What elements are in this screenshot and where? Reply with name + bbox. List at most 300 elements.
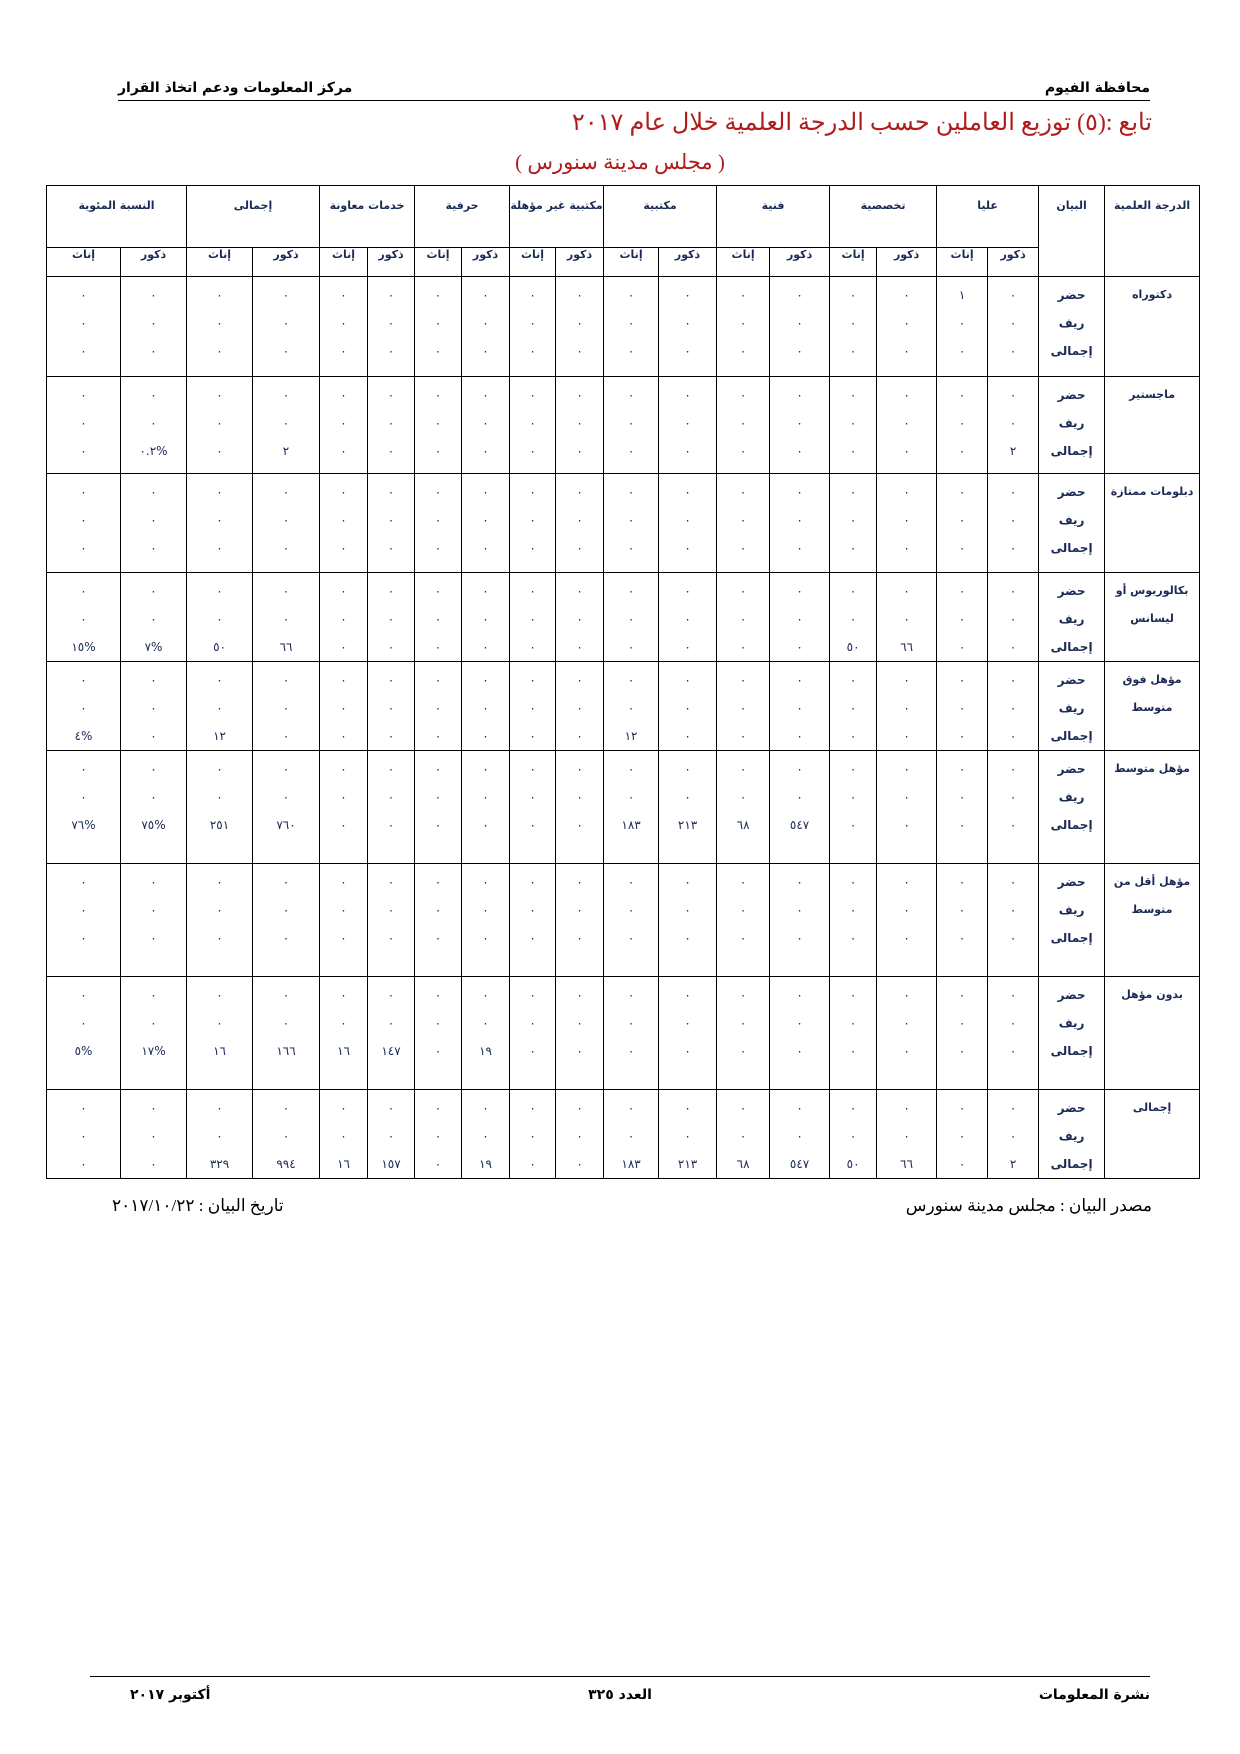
cell-value: ٠ xyxy=(684,729,691,743)
value-cell xyxy=(877,662,937,751)
cell-value: ٠ xyxy=(1009,729,1017,743)
statement-label: إجمالى xyxy=(1050,1157,1093,1171)
cell-value: ٠ xyxy=(1009,931,1017,945)
cell-value: ٠ xyxy=(282,1016,290,1030)
cell-value: ٠ xyxy=(434,790,442,804)
cell-value: ٠ xyxy=(849,485,857,499)
value-cell xyxy=(717,1090,770,1179)
cell-value: ٠ xyxy=(796,513,803,527)
cell-value: ٠ xyxy=(282,316,290,330)
value-cell xyxy=(253,377,320,474)
cell-value: ٠ xyxy=(903,1044,910,1058)
value-cell xyxy=(659,977,717,1090)
cell-value: ٠ xyxy=(684,513,691,527)
value-cell xyxy=(320,662,368,751)
value-cell xyxy=(253,277,320,377)
value-cell xyxy=(556,977,604,1090)
cell-value: ٠ xyxy=(576,444,583,458)
cell-value: ٠ xyxy=(216,903,223,917)
value-cell xyxy=(415,662,462,751)
value-cell xyxy=(877,573,937,662)
cell-value: ٠ xyxy=(150,1101,157,1115)
statement-cell xyxy=(1039,977,1105,1090)
cell-value: ٠ xyxy=(739,1044,747,1058)
cell-value: ٠ xyxy=(482,541,489,555)
cell-value: ٠ xyxy=(387,416,395,430)
cell-value: ١٨٣ xyxy=(621,1157,641,1171)
statement-label: إجمالى xyxy=(1050,640,1093,654)
value-cell xyxy=(717,474,770,573)
value-cell xyxy=(988,573,1039,662)
cell-value: ٠ xyxy=(434,541,442,555)
cell-value: ٠ xyxy=(849,1016,857,1030)
cell-value: ٠ xyxy=(434,903,442,917)
cell-value: ٠ xyxy=(903,612,910,626)
cell-value: ٠ xyxy=(529,485,536,499)
gender-female-header: إناث xyxy=(604,248,659,277)
cell-value: ٠ xyxy=(434,875,442,889)
cell-value: ٠ xyxy=(434,931,442,945)
cell-value: ٠ xyxy=(796,1016,803,1030)
employees-table xyxy=(46,185,1200,1179)
cell-value: ٠ xyxy=(1009,288,1017,302)
cell-value: ٠ xyxy=(796,388,803,402)
cell-value: ٠ xyxy=(1009,1129,1017,1143)
cell-value: ٠ xyxy=(529,790,536,804)
cell-value: ٠ xyxy=(282,673,290,687)
cell-value: ٠ xyxy=(739,1129,747,1143)
cell-value: ٠ xyxy=(150,513,157,527)
cell-value: ٠ xyxy=(387,931,395,945)
cell-value: ٠ xyxy=(340,388,347,402)
cell-value: ٠ xyxy=(529,388,536,402)
cell-value: ٠ xyxy=(849,584,857,598)
cell-value: ٠ xyxy=(340,584,347,598)
statement-cell xyxy=(1039,1090,1105,1179)
cell-value: ٠ xyxy=(150,790,157,804)
cell-value: ٠ xyxy=(903,729,910,743)
cell-value: ٠ xyxy=(529,903,536,917)
cell-value: ٠ xyxy=(80,903,87,917)
value-cell xyxy=(368,751,415,864)
cell-value: ٠ xyxy=(684,988,691,1002)
cell-value: ٠ xyxy=(796,485,803,499)
cell-value: ٠ xyxy=(434,1044,442,1058)
cell-value: ٠ xyxy=(958,416,966,430)
cell-value: ٠ xyxy=(739,416,747,430)
value-cell xyxy=(770,662,830,751)
cell-value: ٠ xyxy=(1009,818,1017,832)
cell-value: ٠ xyxy=(739,612,747,626)
cell-value: ٠ xyxy=(482,1129,489,1143)
cell-value: ٣٢٩ xyxy=(209,1157,230,1171)
value-cell xyxy=(47,573,121,662)
cell-value: ٠ xyxy=(739,388,747,402)
cell-value: ٠ xyxy=(627,640,635,654)
cell-value: ٠ xyxy=(340,444,347,458)
cell-value: ٠ xyxy=(684,485,691,499)
cell-value: ٠ xyxy=(529,584,536,598)
cell-value: ٠ xyxy=(739,513,747,527)
value-cell xyxy=(988,474,1039,573)
cell-value: ٠ xyxy=(150,541,157,555)
cell-value: ٠ xyxy=(482,931,489,945)
statement-label: إجمالى xyxy=(1050,344,1093,358)
value-cell xyxy=(556,474,604,573)
cell-value: ٠ xyxy=(684,1101,691,1115)
cell-value: ٢١٣ xyxy=(677,818,698,832)
cell-value: ٥٠ xyxy=(846,640,860,654)
cell-value: ١٦٦ xyxy=(276,1044,296,1058)
cell-value: ٠ xyxy=(529,1157,536,1171)
cell-value: ٠ xyxy=(80,416,87,430)
statement-label: حضر xyxy=(1057,875,1086,889)
cell-value: ٠ xyxy=(739,1016,747,1030)
table-row xyxy=(47,864,1200,977)
cell-value: ٠ xyxy=(80,701,87,715)
cell-value: ٠ xyxy=(282,388,290,402)
cell-value: ٠ xyxy=(627,790,635,804)
cell-value: ٠ xyxy=(80,444,87,458)
cell-value: ٠ xyxy=(434,485,442,499)
cell-value: ٠ xyxy=(387,673,395,687)
cell-value: ٠ xyxy=(627,875,635,889)
cell-value: ٠ xyxy=(849,416,857,430)
cell-value: ٠ xyxy=(849,701,857,715)
degree-label: ماجستير xyxy=(1105,377,1200,474)
cell-value: ٠ xyxy=(482,729,489,743)
gender-female-header: إناث xyxy=(717,248,770,277)
cell-value: ٠ xyxy=(529,288,536,302)
cell-value: ٠ xyxy=(1009,640,1017,654)
value-cell xyxy=(659,573,717,662)
cell-value: ٠ xyxy=(282,612,290,626)
cell-value: ٠ xyxy=(576,729,583,743)
governorate-name: محافظة الفيوم xyxy=(1044,80,1150,96)
cell-value: ٠ xyxy=(80,1157,87,1171)
value-cell xyxy=(510,1090,556,1179)
value-cell xyxy=(320,977,368,1090)
cell-value: ٠ xyxy=(387,388,395,402)
center-name: مركز المعلومات ودعم اتخاذ القرار xyxy=(118,80,353,96)
cell-value: ٠ xyxy=(150,612,157,626)
cell-value: ٠ xyxy=(849,1044,857,1058)
value-cell xyxy=(462,977,510,1090)
cell-value: ٠ xyxy=(958,903,966,917)
value-cell xyxy=(121,662,187,751)
statement-label: ريف xyxy=(1058,612,1085,626)
cell-value: ٠ xyxy=(482,818,489,832)
cell-value: ٠ xyxy=(150,485,157,499)
cell-value: ٠ xyxy=(627,673,635,687)
cell-value: ٠ xyxy=(1009,344,1017,358)
table-row xyxy=(47,377,1200,474)
cell-value: ٠ xyxy=(80,612,87,626)
cell-value: ٠ xyxy=(216,344,223,358)
cell-value: ٠ xyxy=(434,388,442,402)
group-header: مكتبية غير مؤهلة xyxy=(510,186,604,248)
cell-value: ٠ xyxy=(627,513,635,527)
cell-value: ٠ xyxy=(282,875,290,889)
cell-value: ٠ xyxy=(576,485,583,499)
cell-value: ٠ xyxy=(958,729,966,743)
value-cell xyxy=(717,277,770,377)
cell-value: ٠ xyxy=(739,584,747,598)
cell-value: ٠ xyxy=(903,541,910,555)
cell-value: ٠ xyxy=(1009,1016,1017,1030)
cell-value: ٠ xyxy=(903,416,910,430)
cell-value: ٠ xyxy=(796,701,803,715)
cell-value: ٠ xyxy=(282,729,290,743)
cell-value: ٠ xyxy=(796,612,803,626)
cell-value: ٠ xyxy=(849,541,857,555)
value-cell xyxy=(462,277,510,377)
cell-value: ٠ xyxy=(340,729,347,743)
cell-value: ٠ xyxy=(150,316,157,330)
cell-value: ٠ xyxy=(387,316,395,330)
cell-value: ٠ xyxy=(627,1101,635,1115)
value-cell xyxy=(121,377,187,474)
cell-value: ٠ xyxy=(529,1016,536,1030)
cell-value: ٠ xyxy=(684,344,691,358)
issue-number: العدد ٣٢٥ xyxy=(588,1687,652,1703)
cell-value: ٠ xyxy=(849,388,857,402)
cell-value: ٠ xyxy=(482,762,489,776)
cell-value: ٠ xyxy=(482,344,489,358)
cell-value: ٠ xyxy=(434,288,442,302)
value-cell xyxy=(187,751,253,864)
cell-value: ٠ xyxy=(482,485,489,499)
cell-value: ٠ xyxy=(80,790,87,804)
cell-value: ٠ xyxy=(627,612,635,626)
cell-value: ٠ xyxy=(903,1129,910,1143)
value-cell xyxy=(187,977,253,1090)
cell-value: ٠ xyxy=(796,416,803,430)
data-source: مصدر البيان : مجلس مدينة سنورس xyxy=(905,1196,1152,1215)
value-cell xyxy=(937,573,988,662)
cell-value: ٠ xyxy=(1009,584,1017,598)
cell-value: ٠ xyxy=(739,875,747,889)
cell-value: ٠ xyxy=(903,931,910,945)
statement-label: حضر xyxy=(1057,988,1086,1002)
statement-cell xyxy=(1039,573,1105,662)
cell-value: ٠ xyxy=(739,673,747,687)
cell-value: ٠ xyxy=(340,416,347,430)
cell-value: ٠ xyxy=(387,903,395,917)
cell-value: ٠ xyxy=(150,762,157,776)
cell-value: ٥٤٧ xyxy=(789,818,810,832)
value-cell xyxy=(320,474,368,573)
cell-value: ٠ xyxy=(529,1129,536,1143)
value-cell xyxy=(320,751,368,864)
cell-value: ٠ xyxy=(150,875,157,889)
value-cell xyxy=(510,977,556,1090)
cell-value: ٠ xyxy=(576,988,583,1002)
value-cell xyxy=(368,377,415,474)
value-cell xyxy=(368,1090,415,1179)
cell-value: ٠ xyxy=(387,584,395,598)
value-cell xyxy=(770,864,830,977)
value-cell xyxy=(988,751,1039,864)
cell-value: ٠ xyxy=(340,903,347,917)
cell-value: ٠ xyxy=(340,513,347,527)
value-cell xyxy=(47,864,121,977)
value-cell xyxy=(877,977,937,1090)
cell-value: ٠ xyxy=(958,1101,966,1115)
cell-value: ٠ xyxy=(849,513,857,527)
cell-value: ١٢ xyxy=(624,729,638,743)
cell-value: ٠ xyxy=(340,931,347,945)
cell-value: ٠ xyxy=(216,673,223,687)
cell-value: ٠ xyxy=(529,818,536,832)
cell-value: ١٦ xyxy=(213,1044,226,1058)
statement-cell xyxy=(1039,474,1105,573)
cell-value: ٠ xyxy=(958,1044,966,1058)
cell-value: ٠ xyxy=(627,1129,635,1143)
cell-value: ٠ xyxy=(340,1016,347,1030)
value-cell xyxy=(320,277,368,377)
degree-label: إجمالى xyxy=(1105,1090,1200,1179)
value-cell xyxy=(47,977,121,1090)
statement-cell xyxy=(1039,277,1105,377)
value-cell xyxy=(830,977,877,1090)
value-cell xyxy=(830,377,877,474)
statement-label: إجمالى xyxy=(1050,444,1093,458)
cell-value: ٠ xyxy=(529,541,536,555)
value-cell xyxy=(121,277,187,377)
cell-value: ٠ xyxy=(482,388,489,402)
cell-value: ٠ xyxy=(903,288,910,302)
cell-value: ٢ xyxy=(282,444,290,458)
cell-value: ٠ xyxy=(150,931,157,945)
cell-value: ٠ xyxy=(434,762,442,776)
cell-value: ٠ xyxy=(849,818,857,832)
cell-value: ٠ xyxy=(796,875,803,889)
cell-value: ٠ xyxy=(216,1129,223,1143)
value-cell xyxy=(988,377,1039,474)
cell-value: ٠ xyxy=(739,790,747,804)
cell-value: ٠ xyxy=(80,1101,87,1115)
cell-value: ٠ xyxy=(576,1129,583,1143)
cell-value: ٠ xyxy=(387,344,395,358)
cell-value: ٠ xyxy=(739,640,747,654)
cell-value: ٥٠ xyxy=(846,1157,860,1171)
cell-value: ٠ xyxy=(903,444,910,458)
cell-value: ٠ xyxy=(627,701,635,715)
cell-value: ٠ xyxy=(340,288,347,302)
cell-value: ٠ xyxy=(482,612,489,626)
statement-cell xyxy=(1039,751,1105,864)
cell-value: ٠ xyxy=(627,988,635,1002)
cell-value: ٠ xyxy=(282,790,290,804)
cell-value: ٠ xyxy=(282,416,290,430)
degree-label: مؤهل فوق متوسط xyxy=(1105,662,1200,751)
statement-label: إجمالى xyxy=(1050,931,1093,945)
cell-value: ٠ xyxy=(216,416,223,430)
cell-value: ٠ xyxy=(482,584,489,598)
table-row xyxy=(47,751,1200,864)
cell-value: ٠ xyxy=(576,875,583,889)
cell-value: ١٨٣ xyxy=(621,818,641,832)
value-cell xyxy=(47,662,121,751)
cell-value: ٠ xyxy=(903,513,910,527)
cell-value: ٠ xyxy=(576,416,583,430)
statement-label: ريف xyxy=(1058,513,1085,527)
cell-value: ٠ xyxy=(80,513,87,527)
cell-value: ٠ xyxy=(434,729,442,743)
group-header: حرفية xyxy=(415,186,510,248)
degree-label: مؤهل متوسط xyxy=(1105,751,1200,864)
value-cell xyxy=(877,864,937,977)
data-date: تاريخ البيان : ٢٠١٧/١٠/٢٢ xyxy=(112,1196,284,1215)
value-cell xyxy=(415,864,462,977)
value-cell xyxy=(937,864,988,977)
value-cell xyxy=(830,864,877,977)
cell-value: ٠ xyxy=(282,485,290,499)
cell-value: ٠ xyxy=(684,416,691,430)
value-cell xyxy=(877,277,937,377)
value-cell xyxy=(604,662,659,751)
cell-value: ٠ xyxy=(529,612,536,626)
cell-value: ٠ xyxy=(529,673,536,687)
cell-value: ٠ xyxy=(1009,316,1017,330)
value-cell xyxy=(556,377,604,474)
statement-label: ريف xyxy=(1058,416,1085,430)
cell-value: ٠ xyxy=(80,388,87,402)
cell-value: ٠ xyxy=(529,701,536,715)
cell-value: ٠ xyxy=(796,1044,803,1058)
cell-value: ٠ xyxy=(576,790,583,804)
statement-label: حضر xyxy=(1057,1101,1086,1115)
gender-male-header: ذكور xyxy=(659,248,717,277)
value-cell xyxy=(659,377,717,474)
cell-value: ٠ xyxy=(849,288,857,302)
cell-value: ٠ xyxy=(387,1016,395,1030)
value-cell xyxy=(187,277,253,377)
cell-value: ٠ xyxy=(739,1101,747,1115)
cell-value: ٠ xyxy=(627,344,635,358)
cell-value: ٠ xyxy=(1009,485,1017,499)
value-cell xyxy=(770,1090,830,1179)
cell-value: ٠ xyxy=(529,344,536,358)
cell-value: ٠ xyxy=(627,931,635,945)
cell-value: ١٤٧ xyxy=(381,1044,401,1058)
gender-male-header: ذكور xyxy=(877,248,937,277)
cell-value: ٠ xyxy=(796,288,803,302)
value-cell xyxy=(462,1090,510,1179)
table-row xyxy=(47,277,1200,377)
cell-value: ٠ xyxy=(684,903,691,917)
cell-value: ٠ xyxy=(340,818,347,832)
page-footer xyxy=(90,1676,1150,1701)
value-cell xyxy=(717,751,770,864)
cell-value: ٠ xyxy=(739,762,747,776)
cell-value: ١٦ xyxy=(337,1044,350,1058)
value-cell xyxy=(988,1090,1039,1179)
gender-female-header: إناث xyxy=(320,248,368,277)
cell-value: ٠ xyxy=(529,729,536,743)
cell-value: ٠ xyxy=(576,1016,583,1030)
cell-value: ٢١٣ xyxy=(677,1157,698,1171)
cell-value: ٠ xyxy=(387,875,395,889)
cell-value: ٠ xyxy=(1009,388,1017,402)
cell-value: ٠ xyxy=(849,444,857,458)
cell-value: ٠ xyxy=(282,762,290,776)
degree-label: بكالوريوس أو ليسانس xyxy=(1105,573,1200,662)
cell-value: ٠ xyxy=(796,931,803,945)
cell-value: %٧ xyxy=(144,640,163,654)
cell-value: ٠ xyxy=(529,762,536,776)
